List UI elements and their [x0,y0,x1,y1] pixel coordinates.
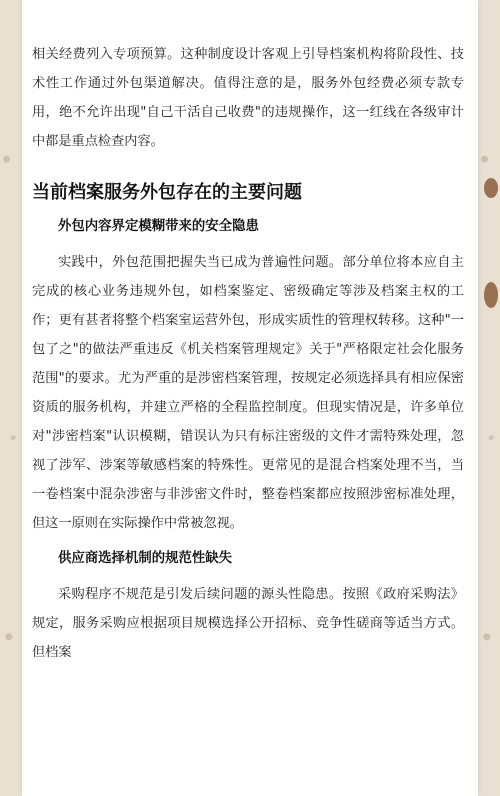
ink-blot-decoration [484,282,498,308]
paragraph: 实践中，外包范围把握失当已成为普遍性问题。部分单位将本应自主完成的核心业务违规外包，如档案鉴定、密级确定等涉及档案主权的工作；更有甚者将整个档案室运营外包，形成实质性的管理权转移。这种"一包了之"的做法严重违反《机关档案管理规定》关于"严格限定社会化服务范围"的要求。尤为严重的是涉密档案管理，按规定必须选择具有相应保密资质的服务机构，并建立严格的全程监控制度。但现实情况是，许多单位对"涉密档案"认识模糊，错误认为只有标注密级的文件才需特殊处理，忽视了涉军、涉案等敏感档案的特殊性。更常见的是混合档案处理不当，当一卷档案中混杂涉密与非涉密文件时，整卷档案都应按照涉密标准处理，但这一原则在实际操作中常被忽视。 [32,255,464,531]
left-decorative-border [0,0,22,796]
subsection-heading: 外包内容界定模糊带来的安全隐患 [58,219,259,234]
subsection-heading: 供应商选择机制的规范性缺失 [58,551,233,566]
ink-blot-decoration [484,178,498,198]
document-content [32,40,464,667]
paragraph: 相关经费列入专项预算。这种制度设计客观上引导档案机构将阶段性、技术性工作通过外包渠道解决。值得注意的是，服务外包经费必须专款专用，绝不允许出现"自己干活自己收费"的违规操作，这一红线在各级审计中都是重点检查内容。 [32,47,464,149]
document-page [22,0,478,796]
section-heading: 当前档案服务外包存在的主要问题 [32,182,302,203]
paragraph: 采购程序不规范是引发后续问题的源头性隐患。按照《政府采购法》规定，服务采购应根据项目规模选择公开招标、竞争性磋商等适当方式。但档案 [32,587,464,660]
right-decorative-border [478,0,500,796]
